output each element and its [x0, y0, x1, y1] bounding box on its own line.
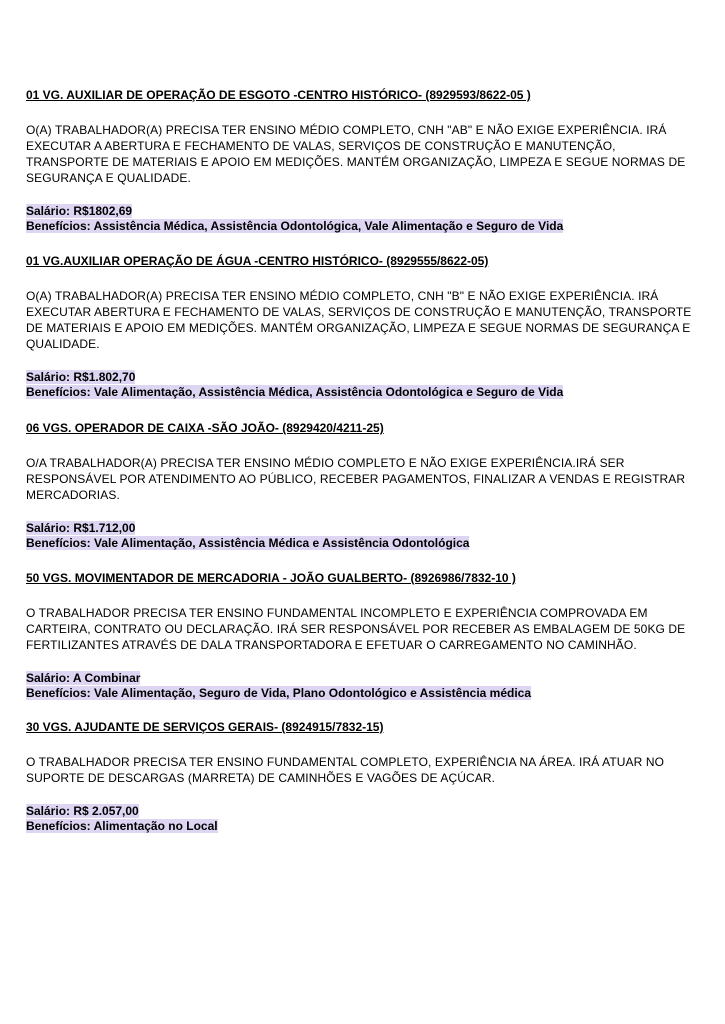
job-meta: [26, 804, 698, 834]
job-meta: [26, 370, 698, 400]
job-benefits: Benefícios: Assistência Médica, Assistência Odontológica, Vale Alimentação e Seguro de Vida: [26, 219, 564, 233]
job-listing-4: [26, 571, 698, 701]
job-salary: Salário: A Combinar: [26, 671, 141, 685]
job-description: O TRABALHADOR PRECISA TER ENSINO FUNDAMENTAL COMPLETO, EXPERIÊNCIA NA ÁREA. IRÁ ATUAR NO SUPORTE DE DESCARGAS (MARRETA) DE CAMINHÕES E VAGÕES DE AÇÚCAR.: [26, 755, 665, 785]
job-meta: [26, 204, 698, 234]
job-title: 50 VGS. MOVIMENTADOR DE MERCADORIA - JOÃO GUALBERTO- (8926986/7832-10 ): [26, 571, 516, 585]
job-title: 06 VGS. OPERADOR DE CAIXA -SÃO JOÃO- (8929420/4211-25): [26, 421, 384, 435]
job-listing-3: [26, 421, 698, 551]
job-benefits: Benefícios: Vale Alimentação, Assistência Médica e Assistência Odontológica: [26, 536, 470, 550]
job-salary: Salário: R$1.712,00: [26, 521, 136, 535]
job-benefits: Benefícios: Alimentação no Local: [26, 819, 218, 833]
job-salary: Salário: R$1802,69: [26, 204, 133, 218]
job-description: O TRABALHADOR PRECISA TER ENSINO FUNDAMENTAL INCOMPLETO E EXPERIÊNCIA COMPROVADA EM CARTEIRA, CONTRATO OU DECLARAÇÃO. IRÁ SER RESPONSÁVEL POR RECEBER AS EMBALAGEM DE 50KG DE FERTILIZANTES ATRAVÉS DE DALA TRANSPORTADORA E EFETUAR O CARREGAMENTO NO CAMINHÃO.: [26, 606, 686, 652]
job-salary: Salário: R$ 2.057,00: [26, 804, 139, 818]
job-listing-2: [26, 254, 698, 400]
job-listing-5: [26, 720, 698, 834]
job-description: O(A) TRABALHADOR(A) PRECISA TER ENSINO MÉDIO COMPLETO, CNH "AB" E NÃO EXIGE EXPERIÊNCIA. IRÁ EXECUTAR A ABERTURA E FECHAMENTO DE VALAS, SERVIÇOS DE CONSTRUÇÃO E MANUTENÇÃO, TRANSPORTE DE MATERIAIS E APOIO EM MEDIÇÕES. MANTÉM ORGANIZAÇÃO, LIMPEZA E SEGUE NORMAS DE SEGURANÇA E QUALIDADE.: [26, 123, 686, 185]
job-meta: [26, 671, 698, 701]
job-description: O(A) TRABALHADOR(A) PRECISA TER ENSINO MÉDIO COMPLETO, CNH "B" E NÃO EXIGE EXPERIÊNCIA. IRÁ EXECUTAR ABERTURA E FECHAMENTO DE VALAS, SERVIÇOS DE CONSTRUÇÃO E MANUTENÇÃO, TRANSPORTE DE MATERIAIS E APOIO EM MEDIÇÕES. MANTÉM ORGANIZAÇÃO, LIMPEZA E SEGUE NORMAS DE SEGURANÇA E QUALIDADE.: [26, 289, 692, 351]
job-title: 30 VGS. AJUDANTE DE SERVIÇOS GERAIS- (8924915/7832-15): [26, 720, 384, 734]
job-benefits: Benefícios: Vale Alimentação, Assistência Médica, Assistência Odontológica e Seguro de Vida: [26, 385, 564, 399]
job-title: 01 VG.AUXILIAR OPERAÇÃO DE ÁGUA -CENTRO HISTÓRICO- (8929555/8622-05): [26, 254, 489, 268]
job-meta: [26, 521, 698, 551]
job-description: O/A TRABALHADOR(A) PRECISA TER ENSINO MÉDIO COMPLETO E NÃO EXIGE EXPERIÊNCIA.IRÁ SER RESPONSÁVEL POR ATENDIMENTO AO PÚBLICO, RECEBER PAGAMENTOS, FINALIZAR A VENDAS E REGISTRAR MERCADORIAS.: [26, 456, 686, 502]
job-benefits: Benefícios: Vale Alimentação, Seguro de Vida, Plano Odontológico e Assistência médica: [26, 686, 532, 700]
job-salary: Salário: R$1.802,70: [26, 370, 136, 384]
job-title: 01 VG. AUXILIAR DE OPERAÇÃO DE ESGOTO -CENTRO HISTÓRICO- (8929593/8622-05 ): [26, 88, 531, 102]
job-listing-1: [26, 88, 698, 234]
